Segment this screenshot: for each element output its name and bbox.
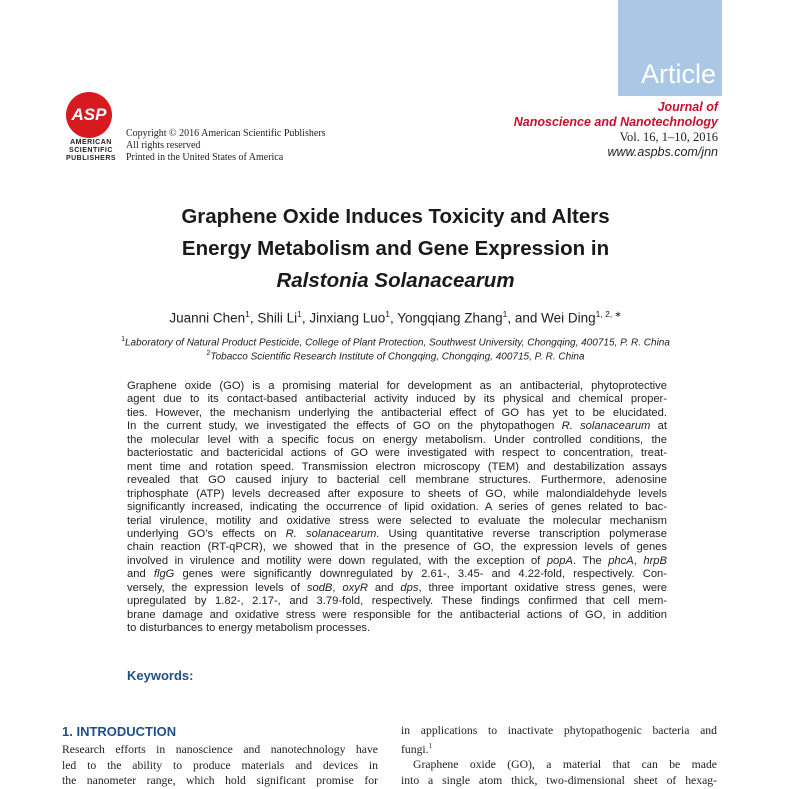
author: Yongqiang Zhang xyxy=(397,310,503,326)
abstract-line: triphosphate (ATP) levels decreased after exposure to sheets of GO, while malondialdehyde levels xyxy=(127,487,667,500)
abstract-line: involved in virulence and motility were down regulated, with the exception of popA. The phcA, hrpB xyxy=(127,554,667,567)
affiliation-1: $^1$Laboratory of Natural Product Pesticide, College of Plant Protection, Southwest University, Chongqing, 400715, P. R. China xyxy=(121,336,670,349)
abstract-line: underlying GO’s effects on R. solanacearum. Using quantitative reverse transcription polymerase xyxy=(127,527,667,540)
abstract-line: In the current study, we investigated the effects of GO on the phytopathogen R. solanacearum at xyxy=(127,420,667,433)
author-list: Juanni Chen$^1$, Shili Li$^1$, Jinxiang Luo$^1$, Yongqiang Zhang$^1$, and Wei Ding$^{1, 2, ∗}$ xyxy=(169,309,622,326)
author: Jinxiang Luo xyxy=(309,310,386,326)
paper-title: Graphene Oxide Induces Toxicity and Alters Energy Metabolism and Gene Expression in Ralstonia Solanacearum xyxy=(181,205,610,292)
citation-ref[interactable]: 1 xyxy=(428,741,433,750)
abstract-line: significantly increased, indicating the occurrence of lipid oxidation. A series of genes related to bac- xyxy=(127,501,667,514)
introduction-right-column xyxy=(401,723,717,788)
article-type-label: Article xyxy=(640,59,716,89)
abstract-line: the molecular level with a specific focus on energy metabolism. Under controlled conditions, the xyxy=(127,433,667,446)
keywords-label: Keywords: xyxy=(127,668,194,683)
journal-name-line2: Nanoscience and Nanotechnology xyxy=(513,115,718,129)
publisher-logo xyxy=(62,92,120,170)
text-line: the nanometer range, which hold significant promise for xyxy=(62,774,378,788)
text-line: Graphene oxide (GO), a material that can be made xyxy=(413,758,717,772)
author: Shili Li xyxy=(257,310,298,326)
abstract-line: bacteriostatic and bactericidal actions of GO were investigated with respect to concentration, treat- xyxy=(127,447,667,460)
copyright-notice: Copyright © 2016 American Scientific Publishers All rights reserved Printed in the United States of America xyxy=(126,128,326,163)
abstract-line: revealed that GO caused injury to bacterial cell membrane structures. Furthermore, adenosine xyxy=(127,474,667,487)
text-line: Research efforts in nanoscience and nanotechnology have xyxy=(62,743,378,756)
abstract-line: versely, the expression levels of sodB, oxyR and dps, three important oxidative stress genes, were xyxy=(127,581,668,594)
abstract-line: brane damage and oxidative stress were responsible for the antibacterial actions of GO, in addition xyxy=(127,608,667,621)
abstract-line: ment time and rotation speed. Transmission electron microscopy (TEM) and destabilization assays xyxy=(127,460,667,473)
abstract-line: upregulated by 1.82-, 2.17-, and 3.79-fold, respectively. These findings confirmed that cell mem- xyxy=(127,595,667,608)
introduction-heading: 1. INTRODUCTION xyxy=(62,724,177,739)
abstract-line: to disturbances to energy metabolism processes. xyxy=(127,622,371,635)
abstract-line: terial virulence, motility and oxidative stress were selected to evaluate the molecular mechanism xyxy=(127,514,667,527)
article-type-tab xyxy=(618,0,722,96)
abstract-line: agent due to its contact-based antibacterial activity induced by its physical and chemical proper- xyxy=(127,393,667,406)
journal-name-line1: Journal of xyxy=(657,100,718,114)
abstract-line: and flgG genes were significantly downregulated by 2.61-, 3.45- and 4.22-fold, respectively. Con- xyxy=(127,568,667,581)
abstract-line: chain reaction (RT-qPCR), we showed that in the presence of GO, the expression levels of genes xyxy=(127,541,667,554)
text-line: fungi.$^1$ xyxy=(401,741,433,756)
introduction-left-column xyxy=(62,742,378,789)
publisher-name: AMERICAN SCIENTIFIC PUBLISHERS xyxy=(65,139,117,162)
abstract-line: ties. However, the mechanism underlying the antibacterial effect of GO has yet to be elucidated. xyxy=(127,406,667,419)
journal-info xyxy=(514,100,718,160)
asp-logo-icon: ASP xyxy=(66,92,112,138)
author: Wei Ding xyxy=(541,310,596,326)
text-line: in applications to inactivate phytopathogenic bacteria and xyxy=(401,724,717,737)
journal-url[interactable]: www.aspbs.com/jnn xyxy=(607,145,718,159)
abstract-line: Graphene oxide (GO) is a promising material for development as an antibacterial, phytoprotective xyxy=(127,380,667,392)
journal-volume: Vol. 16, 1–10, 2016 xyxy=(619,130,718,144)
abstract xyxy=(127,380,667,636)
text-line: led to the ability to produce materials and devices in xyxy=(62,758,378,772)
affiliation-2: $^2$Tobacco Scientific Research Institute of Chongqing, Chongqing, 400715, P. R. China xyxy=(206,350,585,363)
text-line: into a single atom thick, two-dimensional sheet of hexag- xyxy=(401,773,717,787)
author: Juanni Chen xyxy=(169,310,246,326)
